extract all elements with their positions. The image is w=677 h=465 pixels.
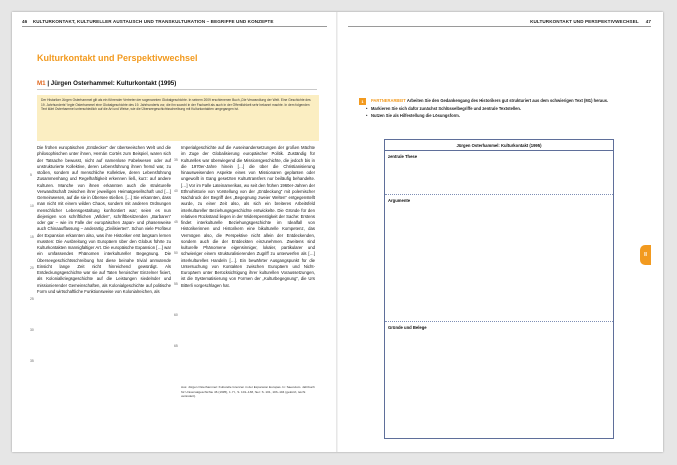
line-number: 5 (30, 173, 32, 177)
line-number: 35 (30, 359, 34, 363)
left-header-rule (22, 26, 327, 27)
line-number: 55 (174, 282, 178, 286)
material-code: M1 (37, 80, 46, 87)
line-number: 20 (30, 266, 34, 270)
line-number: 15 (30, 235, 34, 239)
material-heading (37, 80, 176, 87)
material-separator: | (47, 80, 51, 87)
worksheet-table (384, 139, 614, 439)
text-column-left-body: Die frühen europäischen „Entdecker“ der überseeischen Welt und die philosophischen unter ihnen, Hernán Cortés zum Beispiel, waren sich der Tatsache bewusst, nicht auf namenlose Fabelwesen oder auf unstrukturierte Kollektive, deren Lebensführung ihnen fremd war, zu stoßen, sondern auf menschliche Kollektive, deren Lebensführung Zusammenhang und Regelhaftigkeit erkennen ließ, kurz: auf andere Kulturen. Manche von ihnen erkannten auch die strukturelle Verwandtschaft zwischen ihrer jeweiligen Heimatgesellschaft und […] Gemeinwesen, auf die sie in Übersee stießen. […] Sie erkannten, dass man nicht mit einem wilden Chaos, sondern mit anderen Ordnungen menschlicher Lebensgestaltung konfrontiert war; seien es nun diejenigen von schriftlichen „Wilden“, schriftbesitzenden „Barbaren“ oder gar – wie im Falle der europäischen Japan- und phasenweise auch Chinaauffassung – anderartig „Zivilisierten“. Schon viele Profiteur der Expansion erkannten also, was ihre Historiker erst langsam lernen mussten: Die Ausbreitung von Europäern über den Globus führte zu Kulturkontakten mannigfaltiger Art. Die europäische Expansion […] war ein umfassendes Phänomen interkultureller Begegnung. Die Überseegeschichtsschreibung hat diese beinahe trivial anmutende Einsicht lange Zeit nicht hinreichend gewürdigt. Als Entdeckungsgeschichte war sie auf Taten heroischer Einzelner fixiert, als Kolonialkriegsgeschichte auf die Leistungen siedelnder und missionierender Gemeinschaften, als Kolonialgeschichte auf politische Form und wirtschaftliche Funktionsweise von Kolonialreichen, als (37, 145, 171, 294)
worksheet-table-header: Jürgen Osterhammel: Kulturkontakt (1995) (385, 140, 613, 151)
left-page-number: 46 (22, 19, 28, 24)
task-bullet: • Nutzen Sie als Hilfestellung die Lösungsform. (359, 113, 627, 119)
page-gutter (336, 12, 338, 452)
material-heading-rule (37, 89, 317, 90)
line-number: 45 (174, 220, 178, 224)
line-number: 50 (174, 251, 178, 255)
table-row-label: Gründe und Belege (388, 325, 427, 330)
right-running-header (530, 19, 651, 24)
task-number-icon: 1 (359, 98, 366, 105)
intro-box: Der Historiker Jürgen Osterhammel gilt als ein führender Vertreter der sogenannten Globalgeschichte. In seinem 2009 erschienenen Buch „Die Verwandlung der Welt. Eine Geschichte des 19. Jahrhunderts“ legte Osterhammel eine Globalgeschichte des 19. Jahrhunderts vor, die ihn sowohl in der Fachwelt als auch in der Öffentlichkeit sehr bekannt machte. In dem folgenden Text klärt Osterhammel unterschiedlich auf die Art und Weise, wie die Überseegeschichtsschreibung mit Kulturkontakten umgegangen ist. (37, 95, 319, 141)
line-number: 60 (174, 313, 178, 317)
source-citation: Aus: Jürgen Osterhammel: Kulturelle Grenzen in der Expansion Europas. In: Saeculum. Jahrbuch für Universalgeschichte 46 (1995), 1. H., S. 101–138, hier: S. 101, 103–104 (gekürzt, leicht verändert). (181, 385, 315, 398)
table-row-arguments[interactable] (385, 195, 613, 322)
page-title: Kulturkontakt und Perspektivwechsel (37, 53, 198, 63)
left-running-title: KULTURKONTAKT, KULTURELLER AUSTAUSCH UND TRANSKULTURATION – BEGRIFFE UND KONZEPTE (32, 19, 274, 24)
chapter-tab[interactable]: II (640, 245, 651, 265)
task-instruction (359, 98, 627, 104)
task-block (359, 98, 627, 119)
left-running-header (22, 19, 274, 24)
table-row-label: Argumente (388, 198, 411, 203)
line-number: 40 (174, 189, 178, 193)
line-number: 25 (30, 297, 34, 301)
right-running-title: KULTURKONTAKT UND PERSPEKTIVWECHSEL (530, 19, 639, 24)
line-number: 35 (174, 158, 178, 162)
table-row-thesis[interactable] (385, 151, 613, 195)
table-row-label: zentrale These (388, 154, 418, 159)
right-header-rule (348, 26, 651, 27)
line-number: 30 (30, 328, 34, 332)
task-bullet: • Markieren Sie sich dafür zunächst Schlüsselbegriffe und zentrale Textstellen. (359, 106, 627, 112)
task-label: PARTNERARBEIT (371, 98, 406, 103)
task-text: Arbeiten Sie den Gedankengang des Historikers gut strukturiert aus dem schwierigen Text (M1) heraus. (406, 98, 609, 103)
material-title: Jürgen Osterhammel: Kulturkontakt (1995) (50, 80, 177, 87)
text-column-left (37, 145, 171, 395)
text-column-right (181, 145, 315, 375)
line-number: 65 (174, 344, 178, 348)
line-number: 10 (30, 204, 34, 208)
right-page-number: 47 (645, 19, 651, 24)
text-column-right-body: Imperialgeschichte auf die Auseinandersetzungen der großen Mächte im Zuge der Globalisierung europäischer Politik. Zuständig für Kulturelles war überwiegend die Missionsgeschichte, die jedoch bis in die 1970er-Jahre hinein […] die über die Christianisierung hinausweisenden Aspekte eines von Missionaren geplanten oder ungewollt in Gang gesetzten Kulturtransfers nur beiläufig behandelte. […] Vor im Falle Lateinamerikas, wo seit den frühen 1960er-Jahren der Ethnohistorie von Vorstellung von der „Entdeckung“ mit polemischer Nachdruck der Begriff des „Begegnung zweier Welten“ entgegenstellt wurde, zu einer Zeit also, als sich ein breiteres Arbeitsfeld interkultureller Beziehungsgeschichte entwickelte. Die Gründe für den relativen Rückstand liegen in der Widerspenstigkeit der Sache: Erstens findet interkulturelle Beziehungsgeschichte im Idealfall von Historikerinnen und Historikern eine bikulturelle Kompetenz, das Vermögen also, die Perspektive nicht allein der Entdeckenden, sondern auch die der Entdeckten einzunehmen. Zweitens sind kulturelle Phänomene eigensinniger, lokaler, partikularer und schwieriger einem strukturalisierenden Zugriff zu unterwerfen als […] interkulturelles Handeln […]. Ein bewährter Ausgangspunkt für die Untersuchung von Kontakten zwischen Europäern und Nicht-Europäern unter Berücksichtigung ihrer kulturellen Voraussetzungen, ist die Systematisierung von Formen der „Kulturbegegnung“, die Urs Bitterli vorgeschlagen hat. (181, 145, 315, 288)
table-row-reasons[interactable] (385, 322, 613, 438)
